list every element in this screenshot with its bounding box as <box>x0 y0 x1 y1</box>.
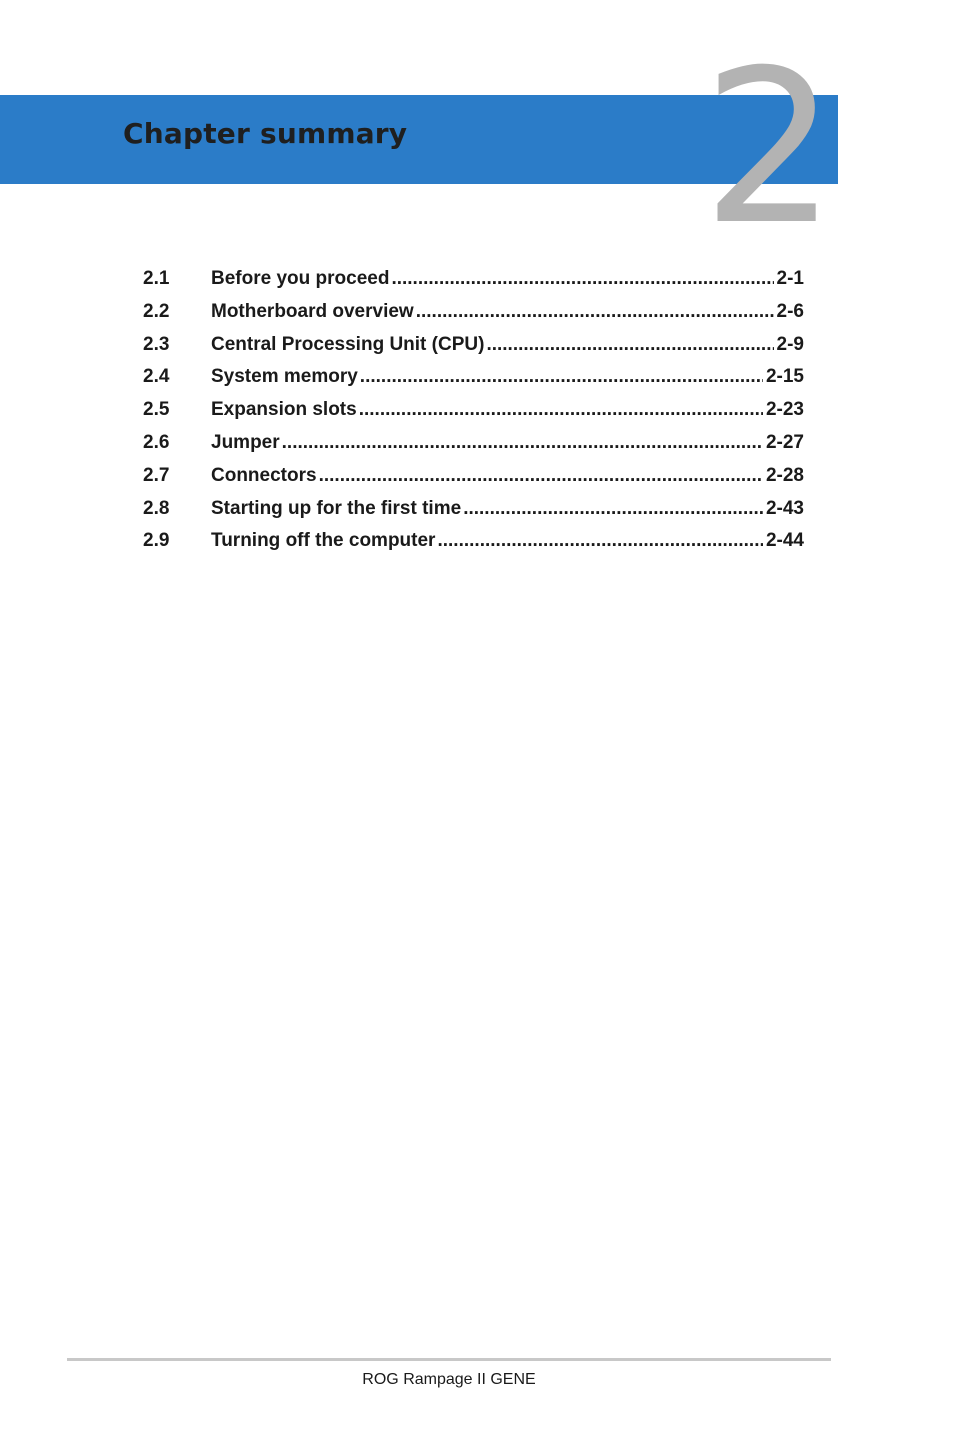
toc-entry-2-2[interactable] <box>143 301 804 334</box>
toc-dot-leader <box>437 530 763 552</box>
toc-entry-number: 2.6 <box>143 431 170 453</box>
toc-entry-2-9[interactable] <box>143 530 804 563</box>
toc-entry-number: 2.9 <box>143 530 170 552</box>
toc-entry-title: Starting up for the first time <box>211 497 462 519</box>
toc-entry-page: 2-27 <box>765 431 804 453</box>
toc-dot-leader <box>463 498 763 520</box>
toc-dot-leader <box>360 366 763 388</box>
toc-dot-leader <box>486 334 773 356</box>
toc-entry-page: 2-15 <box>765 366 804 388</box>
toc-dot-leader <box>391 268 773 290</box>
footer-divider <box>67 1358 831 1361</box>
toc-entry-2-5[interactable] <box>143 399 804 432</box>
toc-entry-title: Jumper <box>211 431 280 453</box>
chapter-number: 2 <box>702 24 837 271</box>
toc-dot-leader <box>416 301 774 323</box>
toc-entry-2-8[interactable] <box>143 498 804 531</box>
toc-entry-number: 2.3 <box>143 333 170 355</box>
toc-entry-number: 2.2 <box>143 300 170 322</box>
toc-entry-number: 2.7 <box>143 464 170 486</box>
chapter-title: Chapter summary <box>123 117 408 150</box>
toc-entry-page: 2-23 <box>765 399 804 421</box>
toc-entry-title: Connectors <box>211 464 317 486</box>
toc-entry-number: 2.1 <box>143 268 170 289</box>
toc-entry-page: 2-44 <box>765 530 804 552</box>
toc-entry-2-6[interactable] <box>143 432 804 465</box>
toc-entry-page: 2-43 <box>765 497 804 519</box>
toc-entry-page: 2-1 <box>776 268 804 289</box>
toc-entry-page: 2-28 <box>765 464 804 486</box>
toc-entry-title: Motherboard overview <box>211 300 414 322</box>
toc-entry-title: Central Processing Unit (CPU) <box>211 333 485 355</box>
toc-entry-2-3[interactable] <box>143 334 804 367</box>
toc-entry-2-1[interactable] <box>143 268 804 301</box>
footer-product-name: ROG Rampage II GENE <box>362 1371 536 1388</box>
toc-entry-title: Before you proceed <box>211 268 390 289</box>
toc-entry-title: Expansion slots <box>211 399 357 421</box>
table-of-contents <box>143 268 804 563</box>
toc-entry-2-7[interactable] <box>143 465 804 498</box>
toc-entry-number: 2.4 <box>143 366 170 388</box>
toc-entry-number: 2.5 <box>143 399 170 421</box>
toc-entry-title: System memory <box>211 366 358 388</box>
toc-entry-page: 2-9 <box>776 333 804 355</box>
toc-entry-title: Turning off the computer <box>211 530 436 552</box>
toc-dot-leader <box>319 465 763 487</box>
toc-entry-page: 2-6 <box>776 300 804 322</box>
toc-dot-leader <box>282 432 763 454</box>
toc-dot-leader <box>359 399 763 421</box>
toc-entry-number: 2.8 <box>143 497 170 519</box>
toc-entry-2-4[interactable] <box>143 366 804 399</box>
